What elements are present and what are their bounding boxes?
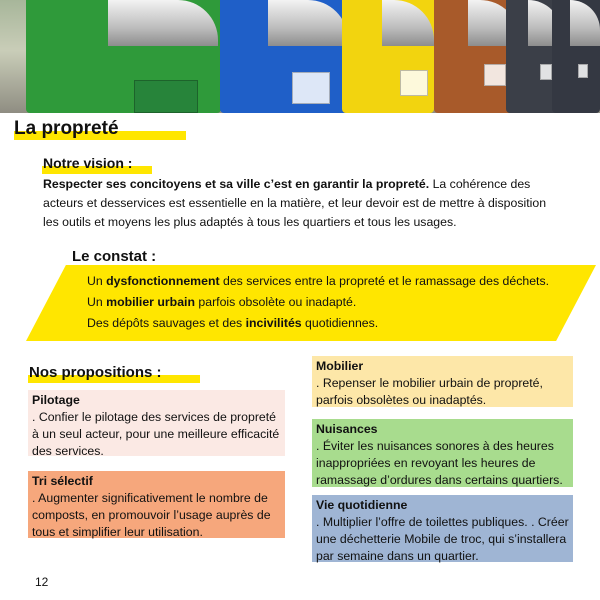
card-text: . Repenser le mobilier urbain de propreté, parfois obsolètes ou inadaptés.	[316, 376, 543, 407]
constat-line	[87, 316, 378, 330]
vision-text: La cohérence des acteurs et desservices est essentielle en la matière, et leur devoir est de mettre à disposition les outils et moyens les plus adaptés à tous les quartiers et tous les usages.	[43, 177, 547, 229]
constat-line-bold: mobilier urbain	[106, 295, 195, 309]
vision-bold-text: Respecter ses concitoyens et sa ville c’est en garantir la propreté.	[43, 177, 430, 191]
card-title: Nuisances	[316, 422, 378, 436]
constat-line-text: Un	[87, 274, 107, 288]
card-title: Mobilier	[316, 359, 364, 373]
constat-line	[87, 295, 356, 309]
card-mobilier	[312, 356, 573, 407]
constat-line-text: parfois obsolète ou inadapté.	[194, 295, 357, 309]
constat-line-text: Des dépôts sauvages et des	[87, 316, 246, 330]
yellow-bin	[342, 0, 434, 113]
constat-line-bold: dysfonctionnement	[106, 274, 220, 288]
page-number: 12	[35, 575, 49, 589]
blue-bin	[220, 0, 348, 113]
card-text: . Multiplier l’offre de toilettes publiques. . Créer une déchetterie Mobile de troc, qui s’installera par semaine dans un quartier.	[316, 515, 569, 563]
constat-heading: Le constat :	[72, 248, 157, 265]
dark-bin-2	[552, 0, 600, 113]
propositions-heading: Nos propositions :	[29, 364, 162, 381]
card-title: Vie quotidienne	[316, 498, 408, 512]
constat-line	[87, 274, 549, 288]
card-vie-quotidienne	[312, 495, 573, 562]
card-text: . Éviter les nuisances sonores à des heures inappropriées en revoyant les heures de ramassage d’ordures dans certains quartiers.	[316, 439, 563, 487]
constat-line-bold: incivilités	[245, 316, 302, 330]
header-photo-recycling-bins	[0, 0, 600, 113]
page-title: La propreté	[14, 118, 119, 139]
card-pilotage	[28, 390, 285, 456]
vision-heading: Notre vision :	[43, 155, 133, 171]
green-bin	[26, 0, 221, 113]
constat-line-text: des services entre la propreté et le ramassage des déchets.	[219, 274, 550, 288]
vision-paragraph	[43, 175, 563, 232]
card-nuisances	[312, 419, 573, 487]
card-title: Tri sélectif	[32, 474, 93, 488]
card-text: . Augmenter significativement le nombre de composts, en promouvoir l’usage auprès de tous et simplifier leur utilisation.	[32, 491, 271, 539]
constat-line-text: quotidiennes.	[301, 316, 379, 330]
card-tri-selectif	[28, 471, 285, 538]
constat-line-text: Un	[87, 295, 107, 309]
card-title: Pilotage	[32, 393, 80, 407]
card-text: . Confier le pilotage des services de propreté à un seul acteur, pour une meilleure efficacité des services.	[32, 410, 280, 458]
